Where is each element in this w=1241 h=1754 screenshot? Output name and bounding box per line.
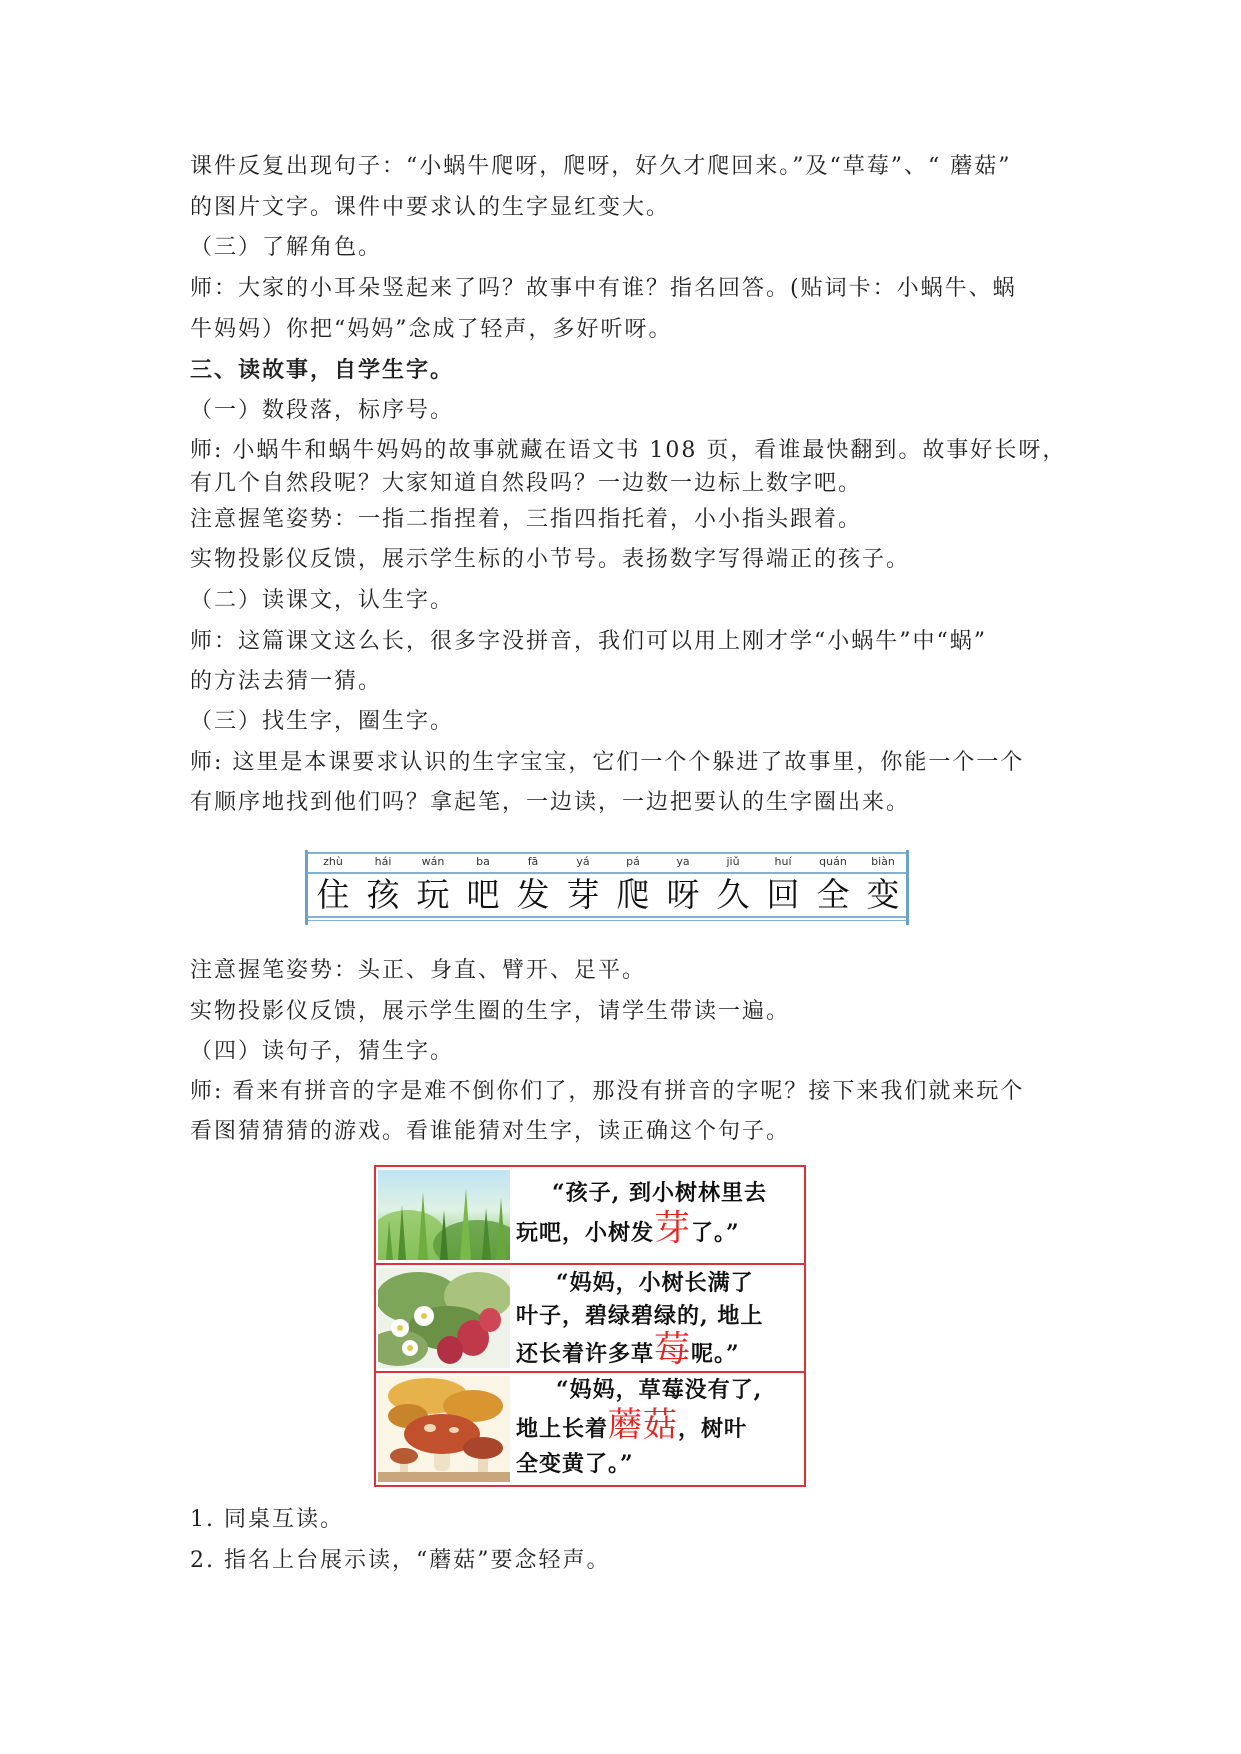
character-cell — [758, 850, 808, 925]
paragraph-line: 的图片文字。课件中要求认的生字显红变大。 — [190, 195, 671, 220]
sentence-line: “孩子, 到小树林里去 — [552, 1180, 767, 1206]
highlighted-word: 蘑菇 — [608, 1405, 679, 1445]
highlighted-character: 莓 — [654, 1329, 692, 1370]
panel-row-sprouts — [376, 1167, 804, 1265]
pinyin: biàn — [871, 855, 895, 868]
pinyin: ba — [476, 855, 490, 868]
pinyin: hái — [374, 855, 392, 868]
hanzi: 玩 — [416, 875, 450, 914]
character-cell — [608, 850, 658, 925]
paragraph-line: 师: 看来有拼音的字是难不倒你们了，那没有拼音的字呢？接下来我们就来玩个 — [190, 1079, 1025, 1104]
pinyin-character-strip — [305, 850, 909, 925]
pinyin: zhù — [323, 855, 343, 868]
section-subheading: （四）读句子，猜生字。 — [190, 1039, 455, 1064]
hanzi: 回 — [766, 875, 800, 914]
character-cell — [658, 850, 708, 925]
panel-row-mushrooms — [376, 1373, 804, 1485]
list-item: 1. 同桌互读。 — [190, 1507, 344, 1532]
hanzi: 孩 — [366, 875, 400, 914]
pinyin: yá — [576, 855, 590, 868]
sentence-text: 玩吧，小树发 — [516, 1220, 655, 1246]
sentence-line — [516, 1208, 801, 1251]
character-cell — [408, 850, 458, 925]
section-heading: 三、读故事，自学生字。 — [190, 358, 455, 383]
paragraph-line: 师: 这里是本课要求认识的生字宝宝，它们一个个躲进了故事里，你能一个一个 — [190, 750, 1025, 775]
list-item: 2. 指名上台展示读，“蘑菇”要念轻声。 — [190, 1548, 611, 1573]
pinyin: quán — [819, 855, 847, 868]
section-subheading: （二）读课文，认生字。 — [190, 588, 455, 613]
paragraph-line: 课件反复出现句子：“小蜗牛爬呀，爬呀，好久才爬回来。”及“草莓”、“ 蘑菇” — [190, 154, 1012, 179]
pinyin: huí — [774, 855, 792, 868]
pinyin: jiǔ — [726, 855, 740, 868]
sentence-line: 全变黄了。” — [516, 1451, 634, 1477]
pinyin: fā — [527, 855, 539, 868]
panel-sentence — [516, 1267, 801, 1371]
panel-sentence — [516, 1175, 801, 1251]
paragraph-line: 的方法去猜一猜。 — [190, 669, 383, 694]
sentence-text: ，树叶 — [678, 1416, 748, 1442]
sentence-text: 还长着许多草 — [516, 1341, 655, 1367]
sentence-text: 地上长着 — [516, 1416, 609, 1442]
hanzi: 久 — [716, 875, 750, 914]
paragraph-line: 师: 小蜗牛和蜗牛妈妈的故事就藏在语文书 108 页，看谁最快翻到。故事好长呀， — [190, 438, 1067, 463]
character-cell — [858, 850, 908, 925]
strawberry-image — [378, 1268, 510, 1368]
character-cell — [308, 850, 358, 925]
paragraph-line: 看图猜猜猜的游戏。看谁能猜对生字，读正确这个句子。 — [190, 1119, 791, 1144]
character-cell — [358, 850, 408, 925]
paragraph-line: 牛妈妈）你把“妈妈”念成了轻声，多好听呀。 — [190, 317, 673, 342]
sentence-line: 叶子，碧绿碧绿的, 地上 — [516, 1303, 764, 1329]
paragraph-line: 师：大家的小耳朵竖起来了吗？故事中有谁？指名回答。(贴词卡：小蜗牛、蜗 — [190, 276, 1017, 301]
sentence-text: 了。” — [691, 1220, 740, 1246]
section-subheading: （三）了解角色。 — [190, 235, 383, 260]
paragraph-line: 实物投影仪反馈，展示学生标的小节号。表扬数字写得端正的孩子。 — [190, 547, 911, 572]
mushroom-image — [378, 1376, 510, 1482]
character-cell — [708, 850, 758, 925]
sentence-line — [516, 1405, 801, 1447]
character-cell — [558, 850, 608, 925]
character-cell — [808, 850, 858, 925]
character-cell — [458, 850, 508, 925]
sentence-line: “妈妈，小树长满了 — [556, 1270, 754, 1296]
pinyin: pá — [626, 855, 640, 868]
hanzi: 吧 — [466, 875, 500, 914]
hanzi: 住 — [316, 875, 350, 914]
paragraph-line: 实物投影仪反馈，展示学生圈的生字，请学生带读一遍。 — [190, 999, 791, 1024]
hanzi: 变 — [866, 875, 900, 914]
section-subheading: （三）找生字，圈生字。 — [190, 709, 455, 734]
paragraph-line: 注意握笔姿势：头正、身直、臂开、足平。 — [190, 958, 647, 983]
sentence-line: “妈妈，草莓没有了, — [556, 1377, 763, 1403]
hanzi: 全 — [816, 875, 850, 914]
hanzi: 呀 — [666, 875, 700, 914]
highlighted-character: 芽 — [654, 1208, 692, 1249]
sentence-line — [516, 1329, 801, 1371]
pinyin: ya — [676, 855, 690, 868]
sprouts-image — [378, 1170, 510, 1260]
hanzi: 爬 — [616, 875, 650, 914]
section-subheading: （一）数段落，标序号。 — [190, 398, 455, 423]
paragraph-line: 有几个自然段呢？大家知道自然段吗？一边数一边标上数字吧。 — [190, 471, 863, 496]
character-cell — [508, 850, 558, 925]
paragraph-line: 注意握笔姿势：一指二指捏着，三指四指托着，小小指头跟着。 — [190, 507, 863, 532]
panel-row-strawberries — [376, 1265, 804, 1373]
paragraph-line: 师：这篇课文这么长，很多字没拼音，我们可以用上刚才学“小蜗牛”中“蜗” — [190, 629, 987, 654]
panel-sentence — [516, 1373, 801, 1482]
pinyin: wán — [421, 855, 445, 868]
sentence-text: 呢。” — [691, 1341, 740, 1367]
hanzi: 发 — [516, 875, 550, 914]
picture-sentence-panel — [374, 1165, 806, 1487]
hanzi: 芽 — [566, 875, 600, 914]
paragraph-line: 有顺序地找到他们吗？拿起笔，一边读，一边把要认的生字圈出来。 — [190, 790, 911, 815]
